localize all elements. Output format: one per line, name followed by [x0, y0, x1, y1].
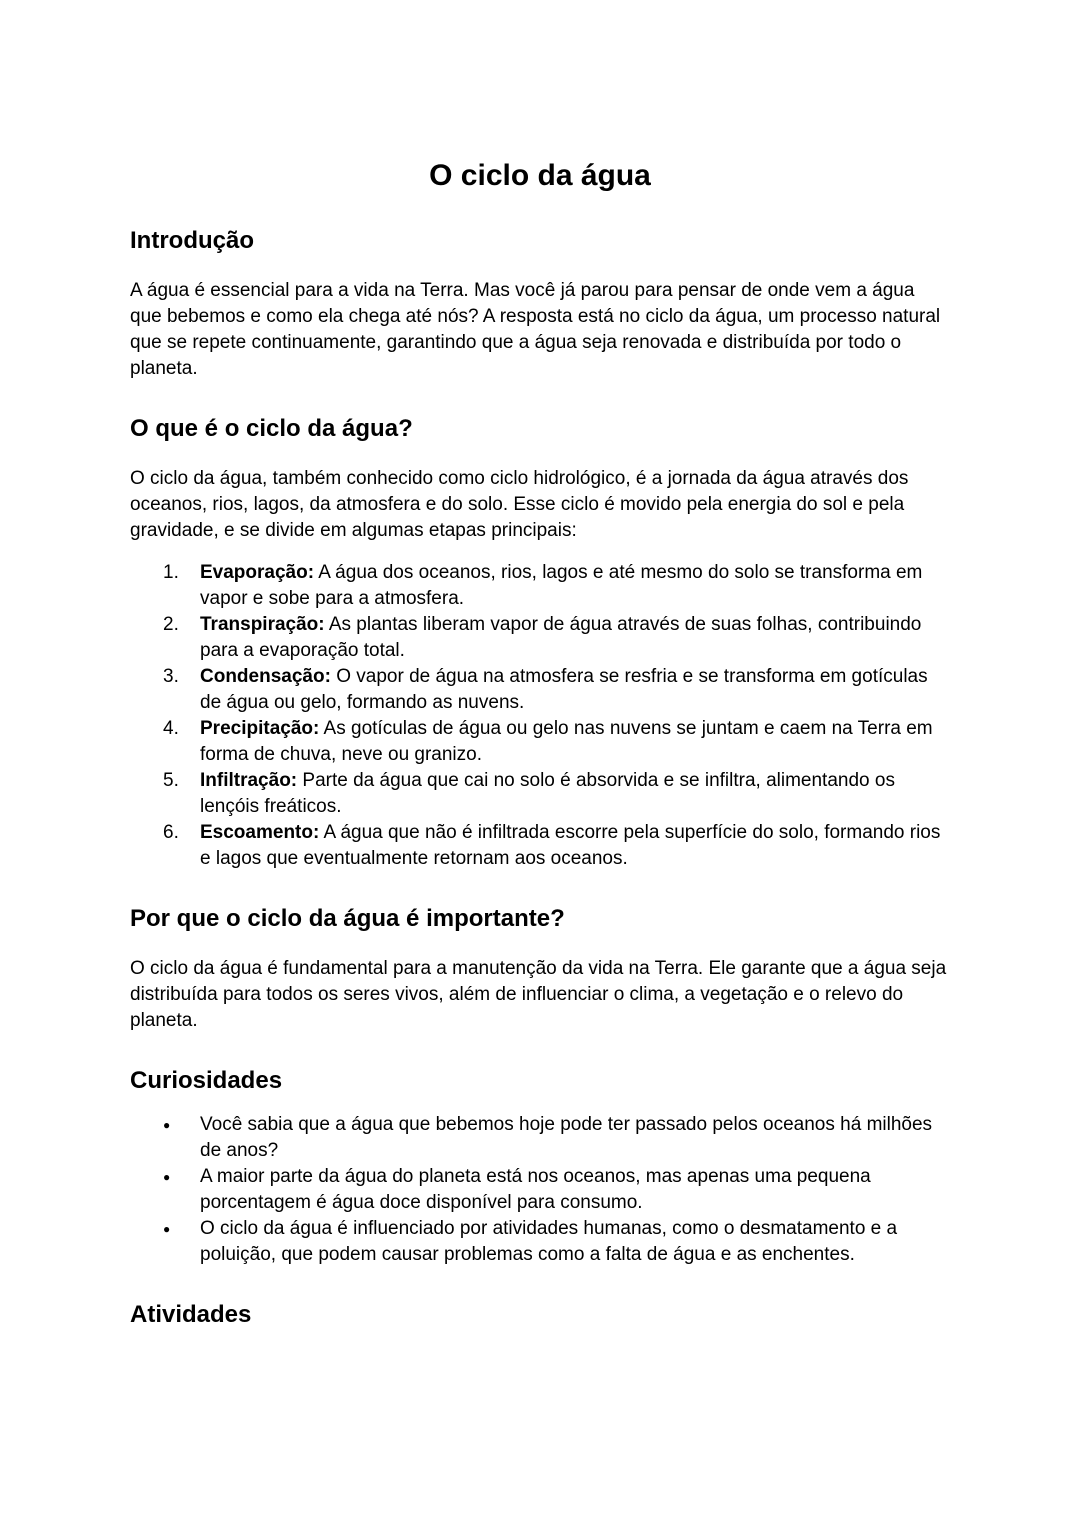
list-item-text — [200, 560, 950, 612]
list-item — [130, 768, 950, 820]
list-item-text: Você sabia que a água que bebemos hoje pode ter passado pelos oceanos há milhões de anos? — [200, 1114, 933, 1161]
list-item-term: Evaporação: — [200, 562, 315, 583]
list-item — [130, 560, 950, 612]
list-item — [130, 612, 950, 664]
list-number: 5. — [163, 770, 179, 791]
bullet-icon: ● — [163, 1222, 171, 1236]
list-item — [130, 664, 950, 716]
list-item — [130, 1112, 950, 1164]
list-item — [130, 1164, 950, 1216]
paragraph-importancia: O ciclo da água é fundamental para a manutenção da vida na Terra. Ele garante que a água seja distribuída para todos os seres vivos, além de influenciar o clima, a vegetação e o relevo do planeta. — [130, 958, 947, 1031]
heading-atividades: Atividades — [130, 1301, 252, 1328]
list-item-body: A água que não é infiltrada escorre pela superfície do solo, formando rios e lagos que eventualmente retornam aos oceanos. — [200, 822, 941, 869]
heading-introducao: Introdução — [130, 227, 254, 254]
list-number: 6. — [163, 822, 179, 843]
bullet-icon: ● — [163, 1170, 171, 1184]
list-item-body: O vapor de água na atmosfera se resfria e se transforma em gotículas de água ou gelo, formando as nuvens. — [200, 666, 928, 713]
paragraph-introducao: A água é essencial para a vida na Terra. Mas você já parou para pensar de onde vem a água que bebemos e como ela chega até nós? A resposta está no ciclo da água, um processo natural que se repete continuamente, garantindo que a água seja renovada e distribuída por todo o planeta. — [130, 280, 941, 379]
heading-importancia: Por que o ciclo da água é importante? — [130, 905, 565, 932]
paragraph-o-que-e: O ciclo da água, também conhecido como ciclo hidrológico, é a jornada da água através dos oceanos, rios, lagos, da atmosfera e do solo. Esse ciclo é movido pela energia do sol e pela gravidade, e se divide em algumas etapas principais: — [130, 468, 909, 541]
heading-o-que-e: O que é o ciclo da água? — [130, 415, 413, 442]
list-item-text: O ciclo da água é influenciado por atividades humanas, como o desmatamento e a poluição, que podem causar problemas como a falta de água e as enchentes. — [200, 1218, 898, 1265]
list-item-text — [200, 716, 950, 768]
list-item-body: Parte da água que cai no solo é absorvida e se infiltra, alimentando os lençóis freáticos. — [200, 770, 895, 817]
list-item-body: As gotículas de água ou gelo nas nuvens se juntam e caem na Terra em forma de chuva, neve ou granizo. — [200, 718, 933, 765]
list-item-term: Transpiração: — [200, 614, 325, 635]
heading-curiosidades: Curiosidades — [130, 1067, 283, 1094]
list-item-text: A maior parte da água do planeta está nos oceanos, mas apenas uma pequena porcentagem é água doce disponível para consumo. — [200, 1166, 871, 1213]
list-item — [130, 1216, 950, 1268]
list-number: 3. — [163, 666, 179, 687]
list-item-term: Precipitação: — [200, 718, 320, 739]
list-item-text — [200, 612, 950, 664]
document-title: O ciclo da água — [429, 159, 651, 192]
list-number: 1. — [163, 562, 179, 583]
bullet-icon: ● — [163, 1118, 171, 1132]
bullet-list-curiosidades — [130, 1112, 950, 1268]
list-item-body: A água dos oceanos, rios, lagos e até mesmo do solo se transforma em vapor e sobe para a atmosfera. — [200, 562, 923, 609]
list-number: 4. — [163, 718, 179, 739]
list-item-text — [200, 664, 950, 716]
list-item-term: Infiltração: — [200, 770, 298, 791]
list-item-text — [200, 768, 950, 820]
list-number: 2. — [163, 614, 179, 635]
numbered-list-etapas — [130, 560, 950, 872]
list-item — [130, 716, 950, 768]
list-item-term: Condensação: — [200, 666, 331, 687]
list-item-text — [200, 820, 950, 872]
list-item — [130, 820, 950, 872]
list-item-body: As plantas liberam vapor de água através de suas folhas, contribuindo para a evaporação total. — [200, 614, 922, 661]
list-item-term: Escoamento: — [200, 822, 320, 843]
